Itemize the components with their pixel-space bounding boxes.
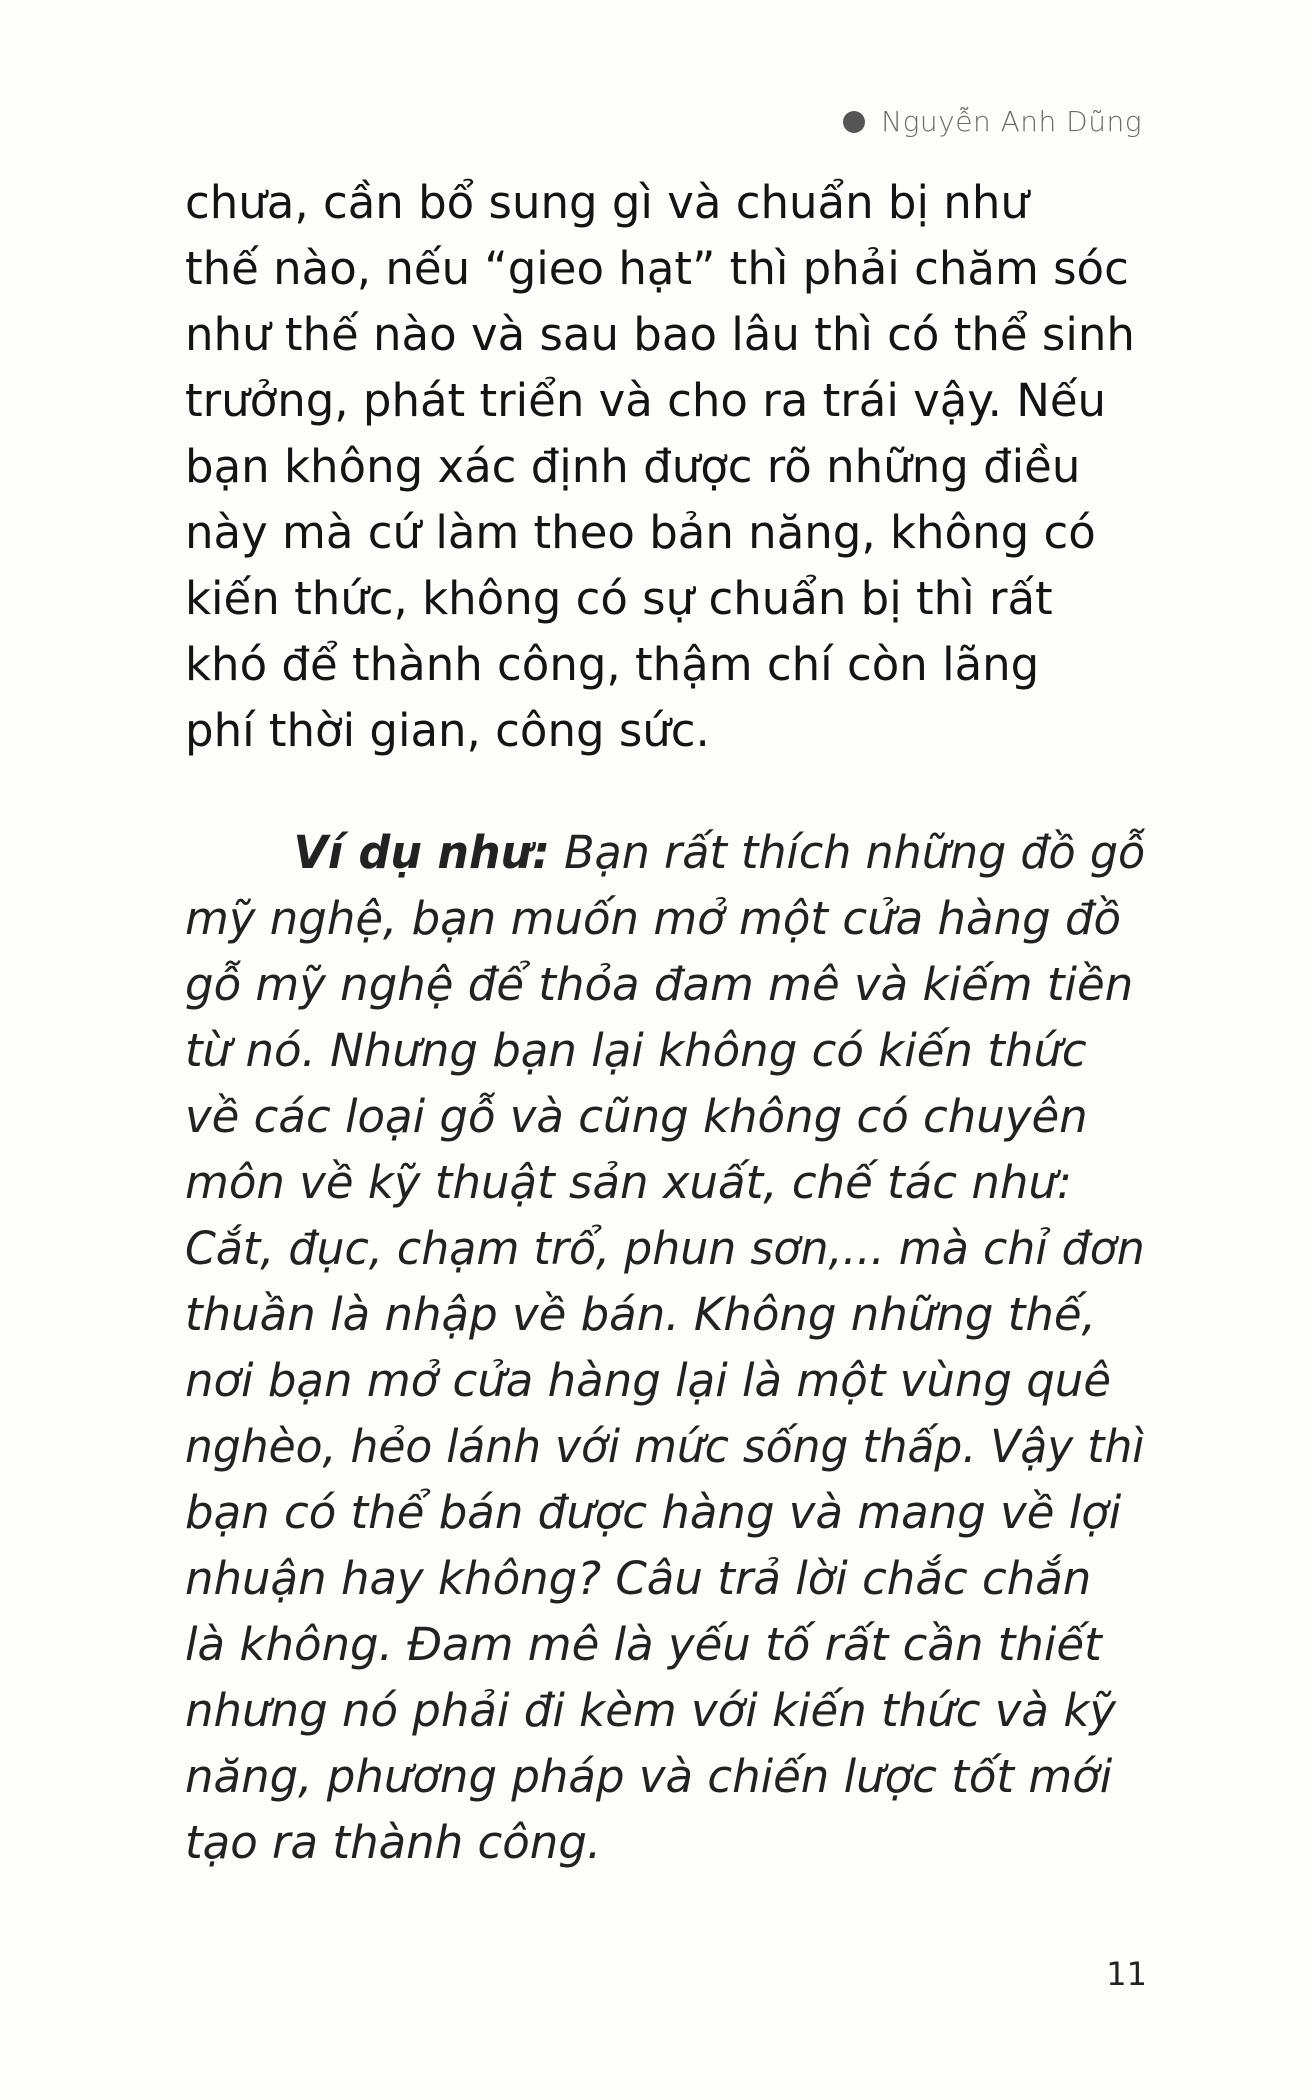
text-line: mỹ nghệ, bạn muốn mở một cửa hàng đồ bbox=[185, 892, 1122, 945]
text-line: về các loại gỗ và cũng không có chuyên bbox=[185, 1090, 1088, 1143]
page-number: 11 bbox=[1106, 1955, 1147, 1993]
text-line: kiến thức, không có sự chuẩn bị thì rất bbox=[185, 572, 1053, 625]
text-line: là không. Đam mê là yếu tố rất cần thiết bbox=[185, 1618, 1102, 1671]
example-lead: Ví dụ như: bbox=[293, 826, 550, 879]
text-line: nhưng nó phải đi kèm với kiến thức và kỹ bbox=[185, 1684, 1117, 1737]
text-line: nghèo, hẻo lánh với mức sống thấp. Vậy thì bbox=[185, 1420, 1145, 1473]
text-line: thế nào, nếu “gieo hạt” thì phải chăm sóc bbox=[185, 242, 1129, 295]
text-line: trưởng, phát triển và cho ra trái vậy. Nếu bbox=[185, 374, 1107, 427]
text-line: khó để thành công, thậm chí còn lãng bbox=[185, 638, 1040, 691]
text-line: này mà cứ làm theo bản năng, không có bbox=[185, 506, 1096, 559]
text-line: thuần là nhập về bán. Không những thế, bbox=[185, 1288, 1096, 1341]
bullet-dot-icon bbox=[843, 111, 865, 133]
text-line: bạn không xác định được rõ những điều bbox=[185, 440, 1081, 493]
text-line: môn về kỹ thuật sản xuất, chế tác như: bbox=[185, 1156, 1073, 1209]
paragraph-1 bbox=[185, 170, 1145, 764]
text-line: năng, phương pháp và chiến lược tốt mới bbox=[185, 1750, 1113, 1803]
text-line: từ nó. Nhưng bạn lại không có kiến thức bbox=[185, 1024, 1087, 1077]
page-header bbox=[843, 105, 1142, 138]
author-name: Nguyễn Anh Dũng bbox=[881, 105, 1142, 138]
text-line: nơi bạn mở cửa hàng lại là một vùng quê bbox=[185, 1354, 1112, 1407]
text-line: bạn có thể bán được hàng và mang về lợi bbox=[185, 1486, 1122, 1539]
paragraph-2-example bbox=[185, 820, 1145, 1876]
text-line-first bbox=[185, 820, 1146, 886]
text-line: tạo ra thành công. bbox=[185, 1816, 602, 1869]
text-line: gỗ mỹ nghệ để thỏa đam mê và kiếm tiền bbox=[185, 958, 1134, 1011]
text-line: như thế nào và sau bao lâu thì có thể sinh bbox=[185, 308, 1135, 361]
text-line: phí thời gian, công sức. bbox=[185, 704, 710, 757]
text-line: nhuận hay không? Câu trả lời chắc chắn bbox=[185, 1552, 1092, 1605]
text-line: chưa, cần bổ sung gì và chuẩn bị như bbox=[185, 176, 1029, 229]
text-line: Cắt, đục, chạm trổ, phun sơn,... mà chỉ đơn bbox=[185, 1222, 1145, 1275]
first-line-text: Bạn rất thích những đồ gỗ bbox=[549, 826, 1146, 879]
